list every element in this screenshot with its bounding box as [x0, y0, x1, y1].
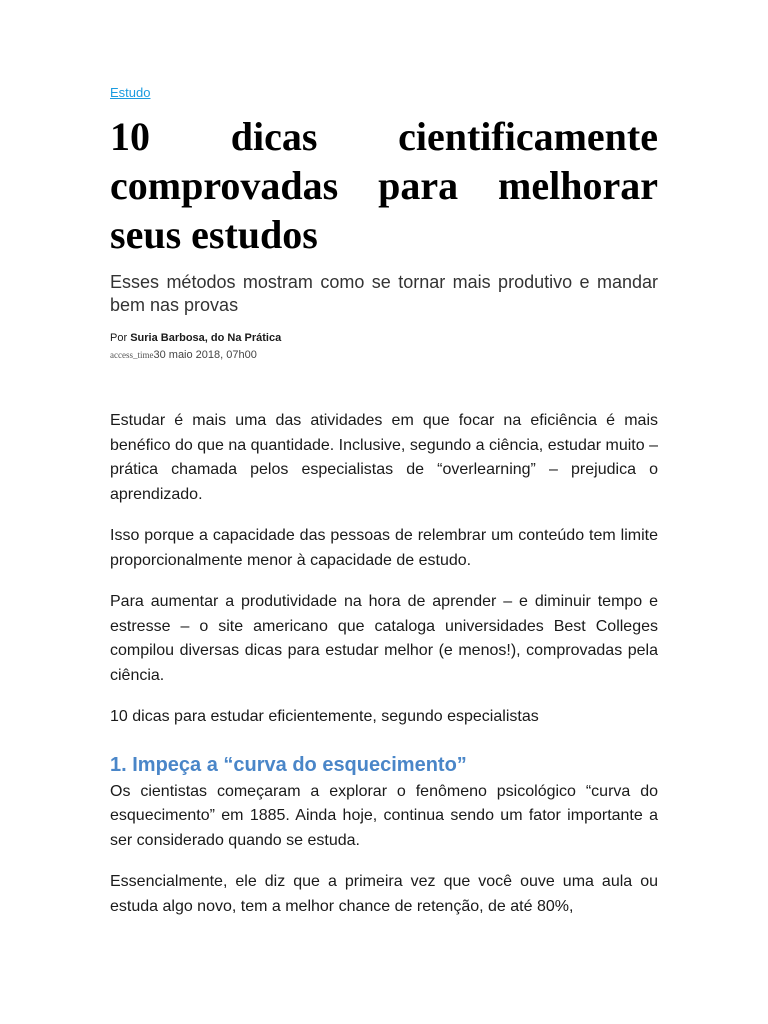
category-link[interactable]: Estudo	[110, 85, 151, 100]
list-intro: 10 dicas para estudar eficientemente, segundo especialistas	[110, 708, 539, 725]
body-paragraph: Essencialmente, ele diz que a primeira vez que você ouve uma aula ou estuda algo novo, tem a melhor chance de retenção, de até 80%,	[110, 873, 658, 915]
byline	[110, 331, 658, 346]
byline-prefix: Por	[110, 332, 131, 344]
author-name[interactable]: Suria Barbosa, do Na Prática	[130, 332, 282, 344]
body-paragraph: Isso porque a capacidade das pessoas de relembrar um conteúdo tem limite proporcionalmente menor à capacidade de estudo.	[110, 527, 658, 569]
body-paragraph: Os cientistas começaram a explorar o fenômeno psicológico “curva do esquecimento” em 1885. Ainda hoje, continua sendo um fator importante a ser considerado quando se estuda.	[110, 782, 658, 849]
article-body	[110, 409, 658, 919]
article-title: 10 dicas cientificamente comprovadas para melhorar seus estudos	[110, 114, 658, 257]
date-text: 30 maio 2018, 07h00	[153, 349, 257, 361]
article	[110, 84, 658, 936]
body-paragraph: Para aumentar a produtividade na hora de aprender – e diminuir tempo e estresse – o site americano que cataloga universidades Best Colleges compilou diversas dicas para estudar melhor (e menos!), comprovadas pela ciência.	[110, 593, 658, 684]
body-paragraph: Estudar é mais uma das atividades em que focar na eficiência é mais benéfico do que na quantidade. Inclusive, segundo a ciência, estudar muito – prática chamada pelos especialistas de “overlearning” – prejudica o aprendizado.	[110, 412, 658, 503]
section-heading: 1. Impeça a “curva do esquecimento”	[110, 753, 467, 776]
publish-date	[110, 348, 658, 363]
clock-icon: access_time	[110, 350, 154, 360]
article-subtitle: Esses métodos mostram como se tornar mais produtivo e mandar bem nas provas	[110, 272, 658, 315]
